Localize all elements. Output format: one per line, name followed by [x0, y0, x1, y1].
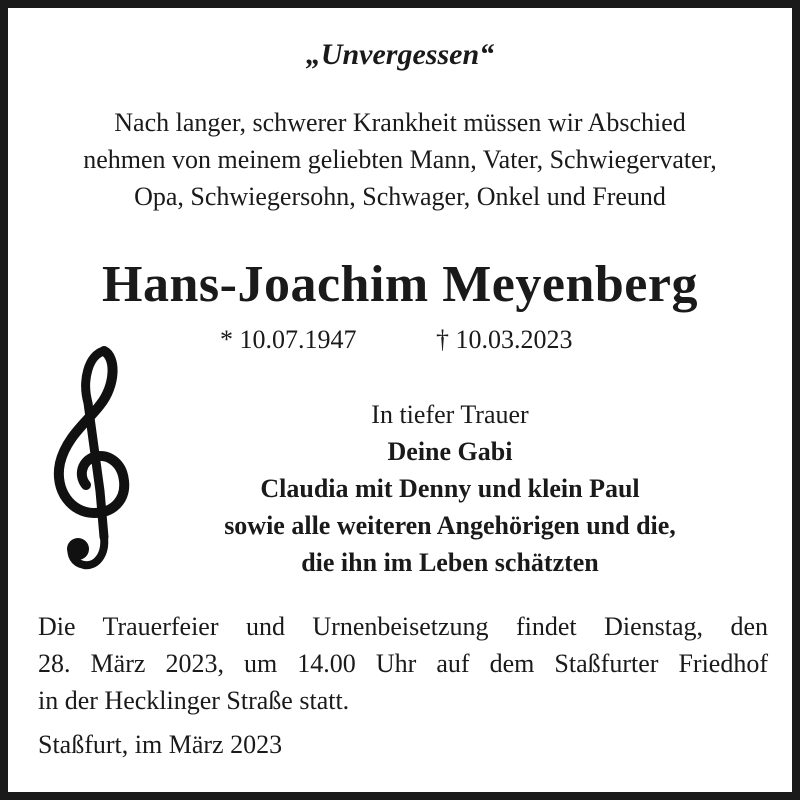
service-line: in der Hecklinger Straße statt. [38, 686, 350, 715]
mourner-line: Claudia mit Denny und klein Paul [260, 474, 640, 503]
deceased-name: Hans-Joachim Meyenberg [102, 256, 698, 313]
service-info [38, 608, 768, 719]
mourner-line: sowie alle weiteren Angehörigen und die, [224, 511, 676, 540]
service-line: Die Trauerfeier und Urnenbeisetzung findet Dienstag, den [38, 612, 768, 641]
place-date-line: Staßfurt, im März 2023 [38, 730, 283, 759]
intro-line: Nach langer, schwerer Krankheit müssen wir Abschied [114, 108, 686, 137]
service-line: 28. März 2023, um 14.00 Uhr auf dem Staßfurter Friedhof [38, 649, 768, 678]
motto: „Unvergessen“ [305, 38, 495, 71]
treble-clef-icon [48, 341, 132, 575]
obituary-card [8, 8, 792, 792]
intro-line: Opa, Schwiegersohn, Schwager, Onkel und Freund [134, 182, 666, 211]
mourner-line: die ihn im Leben schätzten [301, 548, 599, 577]
intro-line: nehmen von meinem geliebten Mann, Vater, Schwiegervater, [83, 145, 717, 174]
intro-text [8, 104, 792, 215]
mourners-block [148, 396, 752, 581]
mourner-line: Deine Gabi [387, 437, 513, 466]
mourners-heading: In tiefer Trauer [371, 400, 529, 429]
death-date: † 10.03.2023 [436, 325, 573, 354]
birth-date: * 10.07.1947 [220, 325, 357, 354]
